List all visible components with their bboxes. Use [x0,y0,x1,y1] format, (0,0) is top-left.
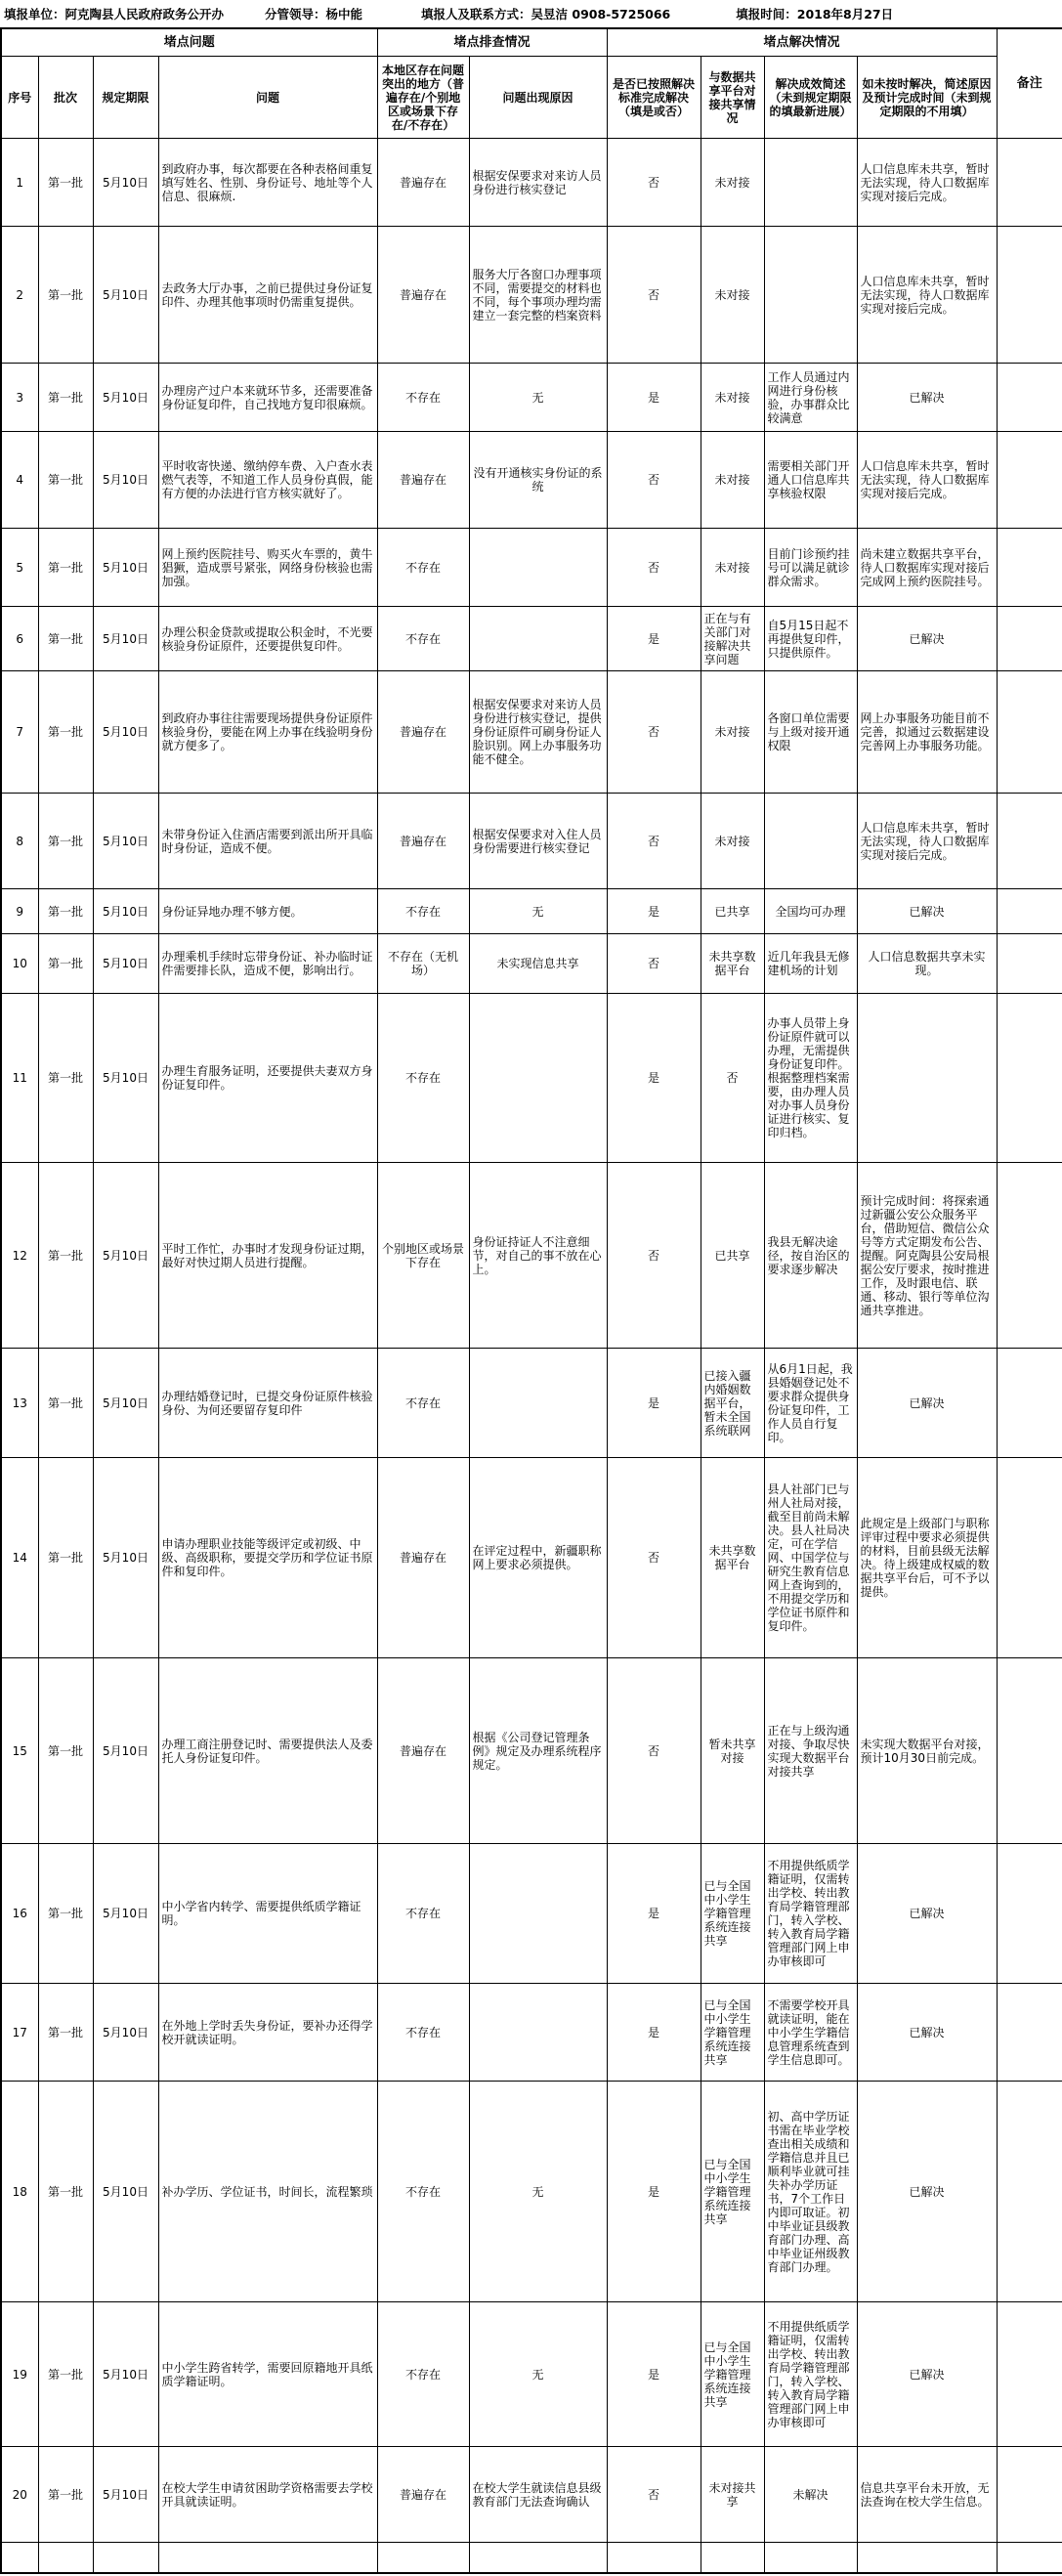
cell-cause [469,607,607,671]
cell-problem: 办理乘机手续时忘带身份证、补办临时证件需要排长队，造成不便，影响出行。 [158,934,377,994]
table-row [1,227,1062,364]
cell-problem: 办理房产过户本来就环节多，还需要准备身份证复印件，自己找地方复印很麻烦。 [158,364,377,432]
cell-existence: 普遍存在 [377,1658,469,1844]
cell-share-status: 暂未共享对接 [701,1658,764,1844]
cell-existence: 不存在 [377,1844,469,1984]
cell-deadline [93,2543,158,2573]
cell-cause: 根据《公司登记管理条例》规定及办理系统程序规定。 [469,1658,607,1844]
cell-deadline: 5月10日 [93,1458,158,1658]
cell-solved: 是 [607,607,701,671]
cell-batch: 第一批 [38,529,93,607]
cell-share-status: 未对接 [701,139,764,227]
cell-effect [764,794,857,889]
cell-deadline: 5月10日 [93,364,158,432]
cell-seq: 13 [1,1349,38,1458]
cell-effect: 工作人员通过内网进行身份核验，办事群众比较满意 [764,364,857,432]
cell-existence: 不存在 [377,2082,469,2302]
cell-share-status: 正在与有关部门对接解决共享问题 [701,607,764,671]
cell-problem: 平时工作忙，办事时才发现身份证过期，最好对快过期人员进行提醒。 [158,1163,377,1349]
col-header-batch: 批次 [38,57,93,139]
cell-seq: 7 [1,671,38,794]
cell-problem: 办理工商注册登记时、需要提供法人及委托人身份证复印件。 [158,1658,377,1844]
cell-problem: 办理结婚登记时，已提交身份证原件核验身份、为何还要留存复印件 [158,1349,377,1458]
table-row [1,432,1062,529]
cell-overdue-reason: 人口信息库未共享，暂时无法实现，待人口数据库实现对接后完成。 [857,227,997,364]
cell-seq: 6 [1,607,38,671]
cell-seq: 18 [1,2082,38,2302]
table-row [1,1844,1062,1984]
cell-effect: 办事人员带上身份证原件就可以办理，无需提供身份证复印件。根据整理档案需要，由办理人员对办事人员身份证进行核实、复印归档。 [764,994,857,1163]
cell-problem: 中小学省内转学、需要提供纸质学籍证明。 [158,1844,377,1984]
cell-share-status: 已与全国中小学生学籍管理系统连接共享 [701,1984,764,2082]
table-row [1,1458,1062,1658]
cell-deadline: 5月10日 [93,1658,158,1844]
cell-overdue-reason: 未实现大数据平台对接，预计10月30日前完成。 [857,1658,997,1844]
header-group-row [1,28,1062,57]
cell-cause: 没有开通核实身份证的系统 [469,432,607,529]
cell-overdue-reason: 已解决 [857,1349,997,1458]
cell-deadline: 5月10日 [93,934,158,994]
cell-batch: 第一批 [38,934,93,994]
cell-solved: 否 [607,2447,701,2543]
table-row [1,1163,1062,1349]
cell-effect: 我县无解决途径，按自治区的要求逐步解决 [764,1163,857,1349]
cell-share-status: 已共享 [701,1163,764,1349]
cell-overdue-reason [857,2543,997,2573]
cell-overdue-reason: 人口信息库未共享，暂时无法实现，待人口数据库实现对接后完成。 [857,139,997,227]
cell-batch: 第一批 [38,227,93,364]
cell-solved: 是 [607,889,701,934]
cell-seq: 19 [1,2302,38,2447]
table-row [1,671,1062,794]
cell-cause: 根据安保要求对来访人员身份进行核实登记，提供身份证原件可刷身份证人脸识别。网上办事服务功能不健全。 [469,671,607,794]
cell-overdue-reason: 已解决 [857,607,997,671]
cell-solved: 否 [607,671,701,794]
cell-problem: 办理生育服务证明，还要提供夫妻双方身份证复印件。 [158,994,377,1163]
cell-effect: 正在与上级沟通对接、争取尽快实现大数据平台对接共享 [764,1658,857,1844]
cell-overdue-reason: 信息共享平台未开放，无法查询在校大学生信息。 [857,2447,997,2543]
cell-batch: 第一批 [38,2082,93,2302]
cell-batch: 第一批 [38,1163,93,1349]
cell-cause: 无 [469,2302,607,2447]
cell-share-status: 已共享 [701,889,764,934]
cell-solved: 否 [607,432,701,529]
cell-deadline: 5月10日 [93,1844,158,1984]
col-header-effect: 解决成效简述（未到规定期限的填最新进展） [764,57,857,139]
cell-cause: 根据安保要求对来访人员身份进行核实登记 [469,139,607,227]
cell-existence: 普遍存在 [377,1458,469,1658]
cell-batch: 第一批 [38,1349,93,1458]
cell-batch: 第一批 [38,432,93,529]
table-row [1,139,1062,227]
cell-problem: 到政府办事，每次都要在各种表格间重复填写姓名、性别、身份证号、地址等个人信息、很麻烦. [158,139,377,227]
col-header-problem: 问题 [158,57,377,139]
cell-effect [764,227,857,364]
cell-remark [997,889,1062,934]
cell-remark [997,1458,1062,1658]
cell-remark [997,1163,1062,1349]
cell-share-status: 未共享数据平台 [701,1458,764,1658]
report-contact: 填报人及联系方式：吴昱洁 0908-5725066 [421,7,671,21]
cell-cause [469,2543,607,2573]
cell-batch [38,2543,93,2573]
cell-remark [997,139,1062,227]
cell-cause: 未实现信息共享 [469,934,607,994]
cell-cause: 服务大厅各窗口办理事项不同，需要提交的材料也不同，每个事项办理均需建立一套完整的档案资料 [469,227,607,364]
report-unit: 填报单位：阿克陶县人民政府政务公开办 [4,7,225,21]
cell-seq: 12 [1,1163,38,1349]
cell-batch: 第一批 [38,1458,93,1658]
cell-remark [997,529,1062,607]
cell-existence [377,2543,469,2573]
cell-share-status: 未对接 [701,227,764,364]
cell-solved: 是 [607,364,701,432]
cell-remark [997,2302,1062,2447]
cell-problem: 在外地上学时丢失身份证，要补办还得学校开就读证明。 [158,1984,377,2082]
cell-solved: 否 [607,934,701,994]
cell-solved: 是 [607,2082,701,2302]
cell-remark [997,2543,1062,2573]
cell-problem: 在校大学生申请贫困助学资格需要去学校开具就读证明。 [158,2447,377,2543]
cell-solved: 是 [607,1349,701,1458]
cell-problem: 办理公积金贷款或提取公积金时，不光要核验身份证原件，还要提供复印件。 [158,607,377,671]
cell-cause: 在评定过程中，新疆职称网上要求必须提供。 [469,1458,607,1658]
cell-effect: 近几年我县无修建机场的计划 [764,934,857,994]
cell-batch: 第一批 [38,2447,93,2543]
cell-existence: 个别地区或场景下存在 [377,1163,469,1349]
col-header-share-status: 与数据共享平台对接共享情况 [701,57,764,139]
cell-effect: 不用提供纸质学籍证明，仅需转出学校、转出教育局学籍管理部门，转入学校、转入教育局学籍管理部门网上申办审核即可 [764,2302,857,2447]
cell-cause [469,994,607,1163]
cell-seq: 9 [1,889,38,934]
cell-batch: 第一批 [38,671,93,794]
cell-effect: 目前门诊预约挂号可以满足就诊群众需求。 [764,529,857,607]
cell-remark [997,2082,1062,2302]
cell-seq: 15 [1,1658,38,1844]
cell-remark [997,671,1062,794]
cell-problem: 未带身份证入住酒店需要到派出所开具临时身份证，造成不便。 [158,794,377,889]
cell-batch: 第一批 [38,607,93,671]
cell-cause: 无 [469,364,607,432]
cell-share-status: 已与全国中小学生学籍管理系统连接共享 [701,1844,764,1984]
cell-cause [469,1844,607,1984]
cell-problem: 平时收寄快递、缴纳停车费、入户查水表燃气表等，不知道工作人员身份真假，能有方便的办法进行官方核实就好了。 [158,432,377,529]
cell-effect: 自5月15日起不再提供复印件，只提供原件。 [764,607,857,671]
cell-share-status: 未对接 [701,364,764,432]
cell-deadline: 5月10日 [93,607,158,671]
table-head [1,28,1062,139]
cell-batch: 第一批 [38,1984,93,2082]
cell-deadline: 5月10日 [93,139,158,227]
cell-remark [997,432,1062,529]
cell-solved: 是 [607,994,701,1163]
cell-share-status: 已接入疆内婚姻数据平台，暂未全国系统联网 [701,1349,764,1458]
cell-deadline: 5月10日 [93,227,158,364]
cell-effect: 未解决 [764,2447,857,2543]
cell-remark [997,227,1062,364]
cell-overdue-reason: 此规定是上级部门与职称评审过程中要求必须提供的材料，目前县级无法解决。待上级建成权威的数据共享平台后，可不予以提供。 [857,1458,997,1658]
cell-seq: 14 [1,1458,38,1658]
cell-deadline: 5月10日 [93,2082,158,2302]
cell-seq: 4 [1,432,38,529]
cell-overdue-reason: 已解决 [857,2302,997,2447]
cell-cause [469,1984,607,2082]
col-header-seq: 序号 [1,57,38,139]
table-row [1,934,1062,994]
report-meta-bar [0,0,1062,27]
cell-problem: 身份证异地办理不够方便。 [158,889,377,934]
cell-existence: 普遍存在 [377,671,469,794]
cell-cause: 无 [469,889,607,934]
cell-share-status: 未对接 [701,794,764,889]
cell-problem: 去政务大厅办事，之前已提供过身份证复印件、办理其他事项时仍需重复提供。 [158,227,377,364]
cell-deadline: 5月10日 [93,1349,158,1458]
cell-existence: 不存在 [377,529,469,607]
table-row [1,794,1062,889]
cell-cause: 根据安保要求对入住人员身份需要进行核实登记 [469,794,607,889]
cell-existence: 不存在 [377,994,469,1163]
cell-deadline: 5月10日 [93,889,158,934]
cell-share-status: 未对接 [701,529,764,607]
cell-overdue-reason: 已解决 [857,1844,997,1984]
cell-existence: 普遍存在 [377,794,469,889]
cell-batch: 第一批 [38,1658,93,1844]
cell-effect [764,2543,857,2573]
cell-remark [997,1844,1062,1984]
cell-remark [997,994,1062,1163]
cell-seq: 11 [1,994,38,1163]
cell-problem: 到政府办事往往需要现场提供身份证原件核验身份，要能在网上办事在线验明身份就方便多了。 [158,671,377,794]
cell-existence: 不存在 [377,889,469,934]
cell-batch: 第一批 [38,794,93,889]
cell-existence: 不存在 [377,364,469,432]
cell-remark [997,794,1062,889]
cell-solved: 是 [607,1844,701,1984]
table-row [1,2447,1062,2543]
cell-share-status: 未对接 [701,432,764,529]
table-row [1,889,1062,934]
col-header-cause: 问题出现原因 [469,57,607,139]
cell-problem [158,2543,377,2573]
cell-effect: 从6月1日起，我县婚姻登记处不要求群众提供身份证复印件，工作人员自行复印。 [764,1349,857,1458]
cell-cause: 身份证持证人不注意细节，对自己的事不放在心上。 [469,1163,607,1349]
cell-solved: 否 [607,1658,701,1844]
cell-seq: 5 [1,529,38,607]
cell-seq: 17 [1,1984,38,2082]
cell-seq: 2 [1,227,38,364]
cell-batch: 第一批 [38,994,93,1163]
cell-deadline: 5月10日 [93,432,158,529]
cell-existence: 普遍存在 [377,227,469,364]
cell-remark [997,1349,1062,1458]
cell-batch: 第一批 [38,1844,93,1984]
table-row [1,607,1062,671]
cell-deadline: 5月10日 [93,2447,158,2543]
cell-share-status: 否 [701,994,764,1163]
cell-remark [997,364,1062,432]
table-row [1,529,1062,607]
cell-solved: 是 [607,2302,701,2447]
cell-effect: 县人社部门已与州人社局对接，截至目前尚未解决。县人社局决定，可在学信网、中国学位与研究生教育信息网上查询到的，不用提交学历和学位证书原件和复印件。 [764,1458,857,1658]
cell-share-status: 未对接 [701,671,764,794]
cell-overdue-reason: 人口信息数据共享未实现。 [857,934,997,994]
cell-effect: 全国均可办理 [764,889,857,934]
cell-overdue-reason: 网上办事服务功能目前不完善，拟通过云数据建设完善网上办事服务功能。 [857,671,997,794]
group-header-1: 堵点排查情况 [377,28,607,57]
cell-deadline: 5月10日 [93,671,158,794]
cell-deadline: 5月10日 [93,1163,158,1349]
cell-remark [997,1984,1062,2082]
table-row [1,994,1062,1163]
cell-batch: 第一批 [38,364,93,432]
cell-seq: 8 [1,794,38,889]
group-header-0: 堵点问题 [1,28,377,57]
cell-existence: 不存在 [377,607,469,671]
table-row [1,1349,1062,1458]
cell-seq: 20 [1,2447,38,2543]
cell-overdue-reason: 预计完成时间：将探索通过新疆公安公众服务平台，借助短信、微信公众号等方式定期发布公告、提醒。阿克陶县公安局根据公安厅要求，按时推进工作，及时跟电信、联通、移动、银行等单位沟通共享推进。 [857,1163,997,1349]
table-row [1,1658,1062,1844]
cell-solved: 否 [607,1163,701,1349]
group-header-2: 堵点解决情况 [607,28,997,57]
header-column-row [1,57,1062,139]
cell-cause: 在校大学生就读信息县级教育部门无法查询确认 [469,2447,607,2543]
cell-batch: 第一批 [38,889,93,934]
cell-batch: 第一批 [38,139,93,227]
cell-effect: 初、高中学历证书需在毕业学校查出相关成绩和学籍信息并且已顺利毕业就可挂失补办学历证书，7个工作日内即可取证。初中毕业证县级教育部门办理、高中毕业证州级教育部门办理。 [764,2082,857,2302]
cell-cause [469,529,607,607]
cell-share-status: 未对接共享 [701,2447,764,2543]
cell-share-status [701,2543,764,2573]
cell-problem: 申请办理职业技能等级评定或初级、中级、高级职称，要提交学历和学位证书原件和复印件。 [158,1458,377,1658]
table-row [1,2543,1062,2573]
cell-remark [997,934,1062,994]
cell-overdue-reason: 已解决 [857,1984,997,2082]
col-header-remark: 备注 [997,28,1062,139]
cell-overdue-reason: 已解决 [857,364,997,432]
cell-solved: 否 [607,227,701,364]
cell-share-status: 已与全国中小学生学籍管理系统连接共享 [701,2082,764,2302]
cell-deadline: 5月10日 [93,2302,158,2447]
cell-overdue-reason: 人口信息库未共享，暂时无法实现，待人口数据库实现对接后完成。 [857,432,997,529]
blocking-points-table [0,27,1062,2574]
report-time: 填报时间：2018年8月27日 [736,7,894,21]
cell-solved: 否 [607,139,701,227]
cell-existence: 不存在 [377,1349,469,1458]
report-leader: 分管领导：杨中能 [265,7,363,21]
cell-batch: 第一批 [38,2302,93,2447]
cell-overdue-reason: 已解决 [857,2082,997,2302]
col-header-overdue-reason: 如未按时解决，简述原因及预计完成时间（未到规定期限的不用填） [857,57,997,139]
cell-effect: 不需要学校开具就读证明，能在中小学生学籍信息管理系统查到学生信息即可。 [764,1984,857,2082]
cell-seq: 16 [1,1844,38,1984]
cell-solved: 否 [607,1458,701,1658]
cell-share-status: 已与全国中小学生学籍管理系统连接共享 [701,2302,764,2447]
cell-remark [997,1658,1062,1844]
cell-problem: 网上预约医院挂号、购买火车票的，黄牛猖獗，造成票号紧张，网络身份核验也需加强。 [158,529,377,607]
cell-problem: 中小学生跨省转学，需要回原籍地开具纸质学籍证明。 [158,2302,377,2447]
cell-existence: 不存在 [377,2302,469,2447]
cell-cause: 无 [469,2082,607,2302]
table-row [1,2082,1062,2302]
cell-existence: 普遍存在 [377,432,469,529]
cell-deadline: 5月10日 [93,794,158,889]
cell-seq: 3 [1,364,38,432]
cell-existence: 不存在 [377,1984,469,2082]
cell-seq [1,2543,38,2573]
cell-solved: 否 [607,529,701,607]
cell-deadline: 5月10日 [93,1984,158,2082]
cell-solved [607,2543,701,2573]
cell-problem: 补办学历、学位证书，时间长，流程繁琐 [158,2082,377,2302]
cell-share-status: 未共享数据平台 [701,934,764,994]
cell-seq: 1 [1,139,38,227]
cell-solved: 否 [607,794,701,889]
cell-remark [997,607,1062,671]
cell-solved: 是 [607,1984,701,2082]
cell-existence: 普遍存在 [377,2447,469,2543]
cell-deadline: 5月10日 [93,994,158,1163]
cell-remark [997,2447,1062,2543]
cell-existence: 普遍存在 [377,139,469,227]
table-row [1,2302,1062,2447]
cell-overdue-reason: 已解决 [857,889,997,934]
col-header-deadline: 规定期限 [93,57,158,139]
table-row [1,364,1062,432]
cell-existence: 不存在（无机场） [377,934,469,994]
cell-effect: 不用提供纸质学籍证明，仅需转出学校、转出教育局学籍管理部门，转入学校、转入教育局学籍管理部门网上申办审核即可 [764,1844,857,1984]
cell-cause [469,1349,607,1458]
col-header-solved: 是否已按照解决标准完成解决（填是或否） [607,57,701,139]
table-row [1,1984,1062,2082]
cell-overdue-reason [857,994,997,1163]
cell-deadline: 5月10日 [93,529,158,607]
cell-effect [764,139,857,227]
cell-effect: 各窗口单位需要与上级对接开通权限 [764,671,857,794]
cell-seq: 10 [1,934,38,994]
cell-overdue-reason: 尚未建立数据共享平台，待人口数据库实现对接后完成网上预约医院挂号。 [857,529,997,607]
col-header-existence: 本地区存在问题突出的地方（普遍存在/个别地区或场景下存在/不存在） [377,57,469,139]
cell-effect: 需要相关部门开通人口信息库共享核验权限 [764,432,857,529]
cell-overdue-reason: 人口信息库未共享，暂时无法实现，待人口数据库实现对接后完成。 [857,794,997,889]
table-body [1,139,1062,2573]
